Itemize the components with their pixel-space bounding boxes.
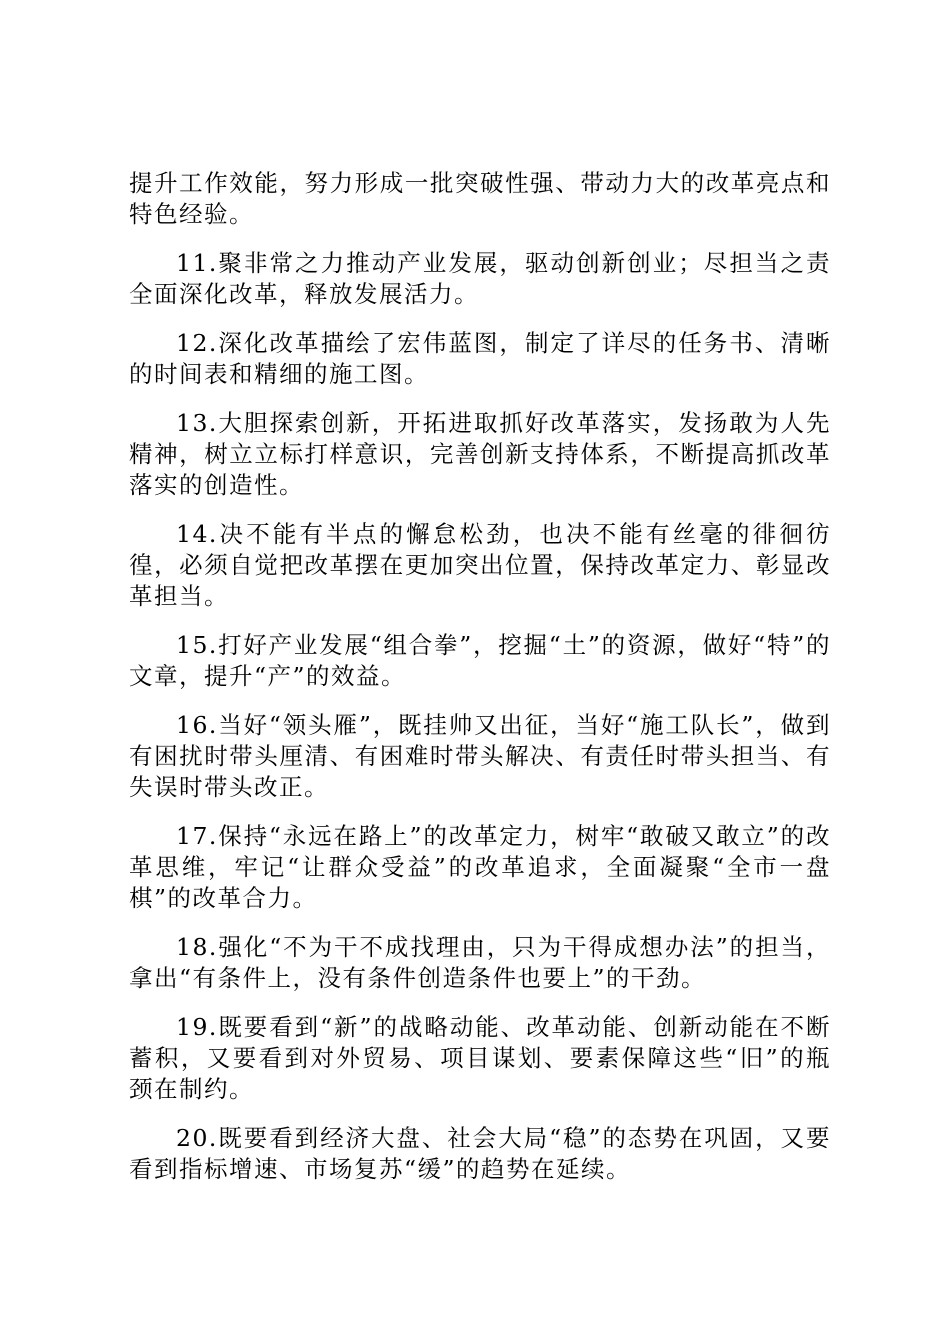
paragraph-item-20: 20.既要看到经济大盘、社会大局“稳”的态势在巩固，又要看到指标增速、市场复苏“缓”的趋势在延续。 — [129, 1124, 831, 1183]
paragraph-continuation: 提升工作效能，努力形成一批突破性强、带动力大的改革亮点和特色经验。 — [129, 169, 831, 228]
paragraph-item-12: 12.深化改革描绘了宏伟蓝图，制定了详尽的任务书、清晰的时间表和精细的施工图。 — [129, 329, 831, 388]
paragraph-item-17: 17.保持“永远在路上”的改革定力，树牢“敢破又敢立”的改革思维，牢记“让群众受益”的改革追求，全面凝聚“全市一盘棋”的改革合力。 — [129, 822, 831, 912]
paragraph-item-11: 11.聚非常之力推动产业发展，驱动创新创业；尽担当之责全面深化改革，释放发展活力。 — [129, 249, 831, 308]
paragraph-item-16: 16.当好“领头雁”，既挂帅又出征，当好“施工队长”，做到有困扰时带头厘清、有困难时带头解决、有责任时带头担当、有失误时带头改正。 — [129, 711, 831, 801]
paragraph-item-13: 13.大胆探索创新，开拓进取抓好改革落实，发扬敢为人先精神，树立立标打样意识，完善创新支持体系，不断提高抓改革落实的创造性。 — [129, 409, 831, 499]
document-body — [129, 168, 831, 1203]
paragraph-item-14: 14.决不能有半点的懈怠松劲，也决不能有丝毫的徘徊彷徨，必须自觉把改革摆在更加突出位置，保持改革定力、彰显改革担当。 — [129, 520, 831, 610]
paragraph-item-19: 19.既要看到“新”的战略动能、改革动能、创新动能在不断蓄积，又要看到对外贸易、项目谋划、要素保障这些“旧”的瓶颈在制约。 — [129, 1013, 831, 1103]
paragraph-item-15: 15.打好产业发展“组合拳”，挖掘“土”的资源，做好“特”的文章，提升“产”的效益。 — [129, 631, 831, 690]
paragraph-item-18: 18.强化“不为干不成找理由，只为干得成想办法”的担当，拿出“有条件上，没有条件创造条件也要上”的干劲。 — [129, 933, 831, 992]
